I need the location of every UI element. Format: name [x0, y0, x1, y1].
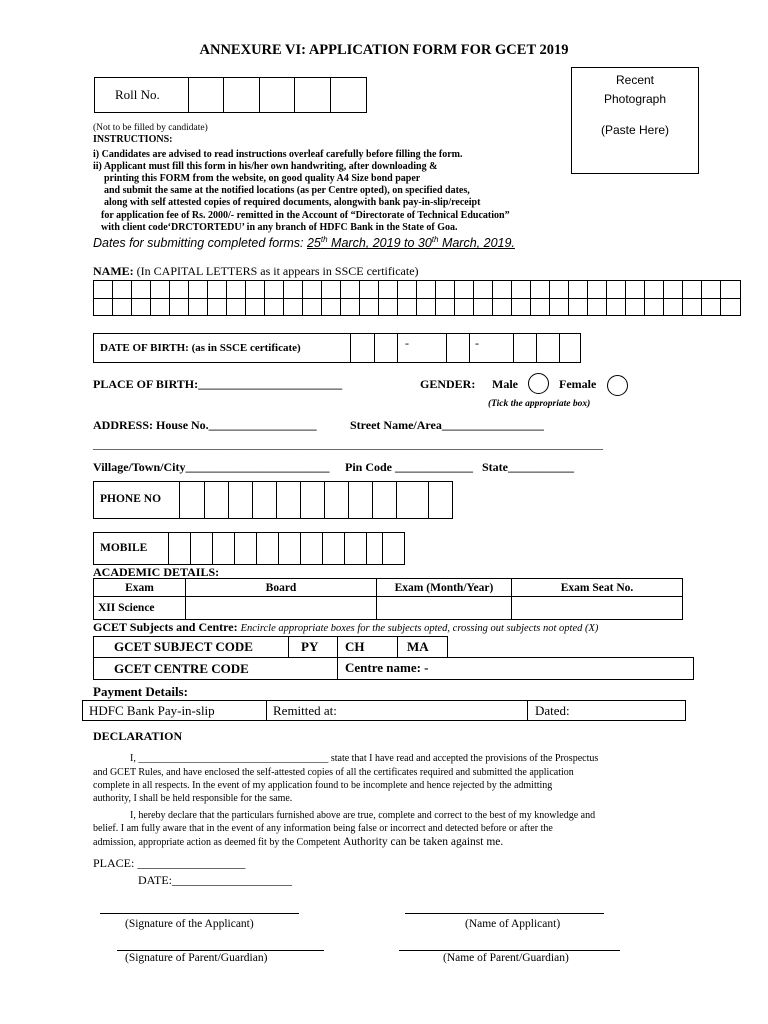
- declaration-text: belief. I am fully aware that in the event of any information being false or incorrect and detected before or after the: [93, 823, 553, 834]
- dates-mid: March, 2019 to 30: [327, 236, 432, 251]
- name-label: NAME:: [93, 264, 134, 278]
- declaration-heading: DECLARATION: [93, 729, 183, 743]
- instruction-line: with client code‘DRCTORTEDU’ in any branch of HDFC Bank in the State of Goa.: [101, 222, 458, 233]
- address-village-field[interactable]: Village/Town/City________________________: [93, 460, 330, 474]
- declaration-text: I, hereby declare that the particulars furnished above are true, complete and correct to the best of my knowledge and: [130, 810, 596, 821]
- applicant-name-line[interactable]: [405, 913, 604, 914]
- parent-signature-line[interactable]: [117, 950, 324, 951]
- roll-no-cell[interactable]: [294, 78, 329, 112]
- instruction-line: i) Candidates are advised to read instructions overleaf carefully before filling the form.: [93, 149, 463, 160]
- roll-no-note: (Not to be filled by candidate): [93, 123, 208, 133]
- applicant-signature-line[interactable]: [100, 913, 299, 914]
- name-grid[interactable]: [93, 280, 741, 316]
- declaration-text: Authority can be taken against me.: [342, 836, 504, 848]
- mobile-label: MOBILE: [100, 542, 148, 554]
- declaration-text: I, ______________________________________ state that I have read and accepted the provisions of the Prospectus: [130, 753, 599, 764]
- photo-label-1: Recent: [615, 73, 655, 87]
- roll-no-box: [94, 77, 367, 113]
- gcet-heading: GCET Subjects and Centre:: [93, 620, 238, 634]
- dob-separator: -: [475, 336, 479, 350]
- instructions-heading: INSTRUCTIONS:: [93, 134, 173, 145]
- roll-no-cell[interactable]: [330, 78, 366, 112]
- gender-male-label: Male: [492, 377, 518, 391]
- dob-label: DATE OF BIRTH: (as in SSCE certificate): [100, 342, 301, 354]
- submission-dates: [93, 235, 515, 250]
- roll-no-cell[interactable]: [223, 78, 258, 112]
- payment-row: [82, 700, 686, 721]
- address-house-field[interactable]: ADDRESS: House No.__________________: [93, 418, 317, 432]
- parent-signature-label: (Signature of Parent/Guardian): [125, 952, 268, 964]
- gcet-centre-name-label: Centre name: -: [345, 660, 429, 675]
- academic-col-seat-no: Exam Seat No.: [512, 579, 683, 597]
- academic-heading: ACADEMIC DETAILS:: [93, 565, 220, 579]
- payment-dated-label: Dated:: [535, 703, 570, 718]
- place-field[interactable]: PLACE: __________________: [93, 856, 246, 870]
- dob-box: [93, 333, 581, 363]
- address-street-field[interactable]: Street Name/Area_________________: [350, 418, 544, 432]
- address-pincode-field[interactable]: Pin Code _____________: [345, 460, 474, 474]
- academic-col-exam: Exam: [94, 579, 186, 597]
- roll-no-label: Roll No.: [115, 87, 160, 102]
- gender-hint: (Tick the appropriate box): [488, 399, 591, 409]
- instruction-line: ii) Applicant must fill this form in his/her own handwriting, after downloading &: [93, 161, 438, 172]
- roll-no-cell[interactable]: [259, 78, 294, 112]
- instruction-line: along with self attested copies of required documents, alongwith bank pay-in-slip/receipt: [104, 197, 481, 208]
- declaration-text-row: [93, 836, 503, 848]
- parent-name-label: (Name of Parent/Guardian): [443, 952, 569, 964]
- roll-no-cell[interactable]: [188, 78, 223, 112]
- dates-prefix: Dates for submitting completed forms:: [93, 236, 307, 251]
- place-of-birth-field[interactable]: PLACE OF BIRTH:________________________: [93, 377, 343, 391]
- subject-py[interactable]: PY: [301, 639, 319, 654]
- academic-col-board: Board: [186, 579, 377, 597]
- address-blank-line[interactable]: _____________________________________________________________________________________: [93, 437, 603, 451]
- photo-label-3: (Paste Here): [600, 123, 670, 137]
- declaration-text: admission, appropriate action as deemed fit by the Competent: [93, 837, 343, 848]
- phone-label: PHONE NO: [100, 493, 162, 505]
- phone-input[interactable]: [179, 482, 452, 518]
- centre-name-input[interactable]: [338, 658, 693, 679]
- subject-ma[interactable]: MA: [407, 639, 429, 654]
- academic-board-input[interactable]: [186, 597, 377, 620]
- declaration-text: and GCET Rules, and have enclosed the self-attested copies of all the certificates required and submitted the application: [93, 767, 574, 778]
- academic-seat-no-input[interactable]: [512, 597, 683, 620]
- name-label-row: [93, 264, 419, 279]
- payment-heading: Payment Details:: [93, 684, 188, 699]
- roll-no-cells[interactable]: [188, 78, 366, 112]
- date-field[interactable]: DATE:____________________: [138, 873, 292, 887]
- gcet-centre-row: [93, 657, 694, 680]
- dob-input[interactable]: [350, 334, 580, 362]
- payment-slip-label: HDFC Bank Pay-in-slip: [89, 703, 215, 718]
- gcet-centre-code-label: GCET CENTRE CODE: [114, 661, 249, 676]
- dates-range: [307, 236, 515, 250]
- gcet-heading-row: [93, 620, 598, 635]
- gender-male-checkbox[interactable]: [528, 373, 549, 394]
- instruction-line: printing this FORM from the website, on good quality A4 Size bond paper: [104, 173, 421, 184]
- gender-female-checkbox[interactable]: [607, 375, 628, 396]
- name-hint: (In CAPITAL LETTERS as it appears in SSCE certificate): [136, 264, 419, 278]
- photo-label-2: Photograph: [603, 92, 667, 106]
- gcet-hint: Encircle appropriate boxes for the subjects opted, crossing out subjects not opted (X): [240, 623, 599, 634]
- declaration-text: complete in all respects. In the event of my application found to be incomplete and hence rejected by the admitting: [93, 780, 553, 791]
- payment-remitted-label: Remitted at:: [273, 703, 337, 718]
- mobile-input[interactable]: [168, 533, 404, 564]
- dates-sup1: th: [320, 235, 328, 244]
- instruction-line: for application fee of Rs. 2000/- remitted in the Account of “Directorate of Technical Education”: [101, 210, 510, 221]
- dates-sup2: th: [431, 235, 439, 244]
- gender-label: GENDER:: [420, 377, 476, 391]
- parent-name-line[interactable]: [399, 950, 620, 951]
- dob-separator: -: [405, 336, 409, 350]
- dates-end: March, 2019.: [438, 236, 515, 251]
- phone-box: [93, 481, 453, 519]
- academic-month-year-input[interactable]: [377, 597, 512, 620]
- page-title: ANNEXURE VI: APPLICATION FORM FOR GCET 2019: [199, 42, 569, 58]
- address-state-field[interactable]: State___________: [482, 460, 574, 474]
- instruction-line: and submit the same at the notified locations (as per Centre opted), on specified dates,: [104, 185, 470, 196]
- applicant-name-label: (Name of Applicant): [465, 918, 561, 930]
- gcet-subject-code-label: GCET SUBJECT CODE: [114, 639, 253, 654]
- gender-female-label: Female: [559, 377, 597, 391]
- declaration-text: authority, I shall be held responsible for the same.: [93, 793, 293, 804]
- photo-box[interactable]: [571, 67, 699, 174]
- mobile-box: [93, 532, 405, 565]
- academic-table: [93, 578, 683, 620]
- gcet-subject-row: [93, 636, 448, 658]
- applicant-signature-label: (Signature of the Applicant): [125, 918, 254, 930]
- subject-ch[interactable]: CH: [345, 639, 365, 654]
- academic-col-month-year: Exam (Month/Year): [377, 579, 512, 597]
- academic-exam-value: XII Science: [94, 597, 186, 620]
- dates-day1: 25: [306, 236, 321, 251]
